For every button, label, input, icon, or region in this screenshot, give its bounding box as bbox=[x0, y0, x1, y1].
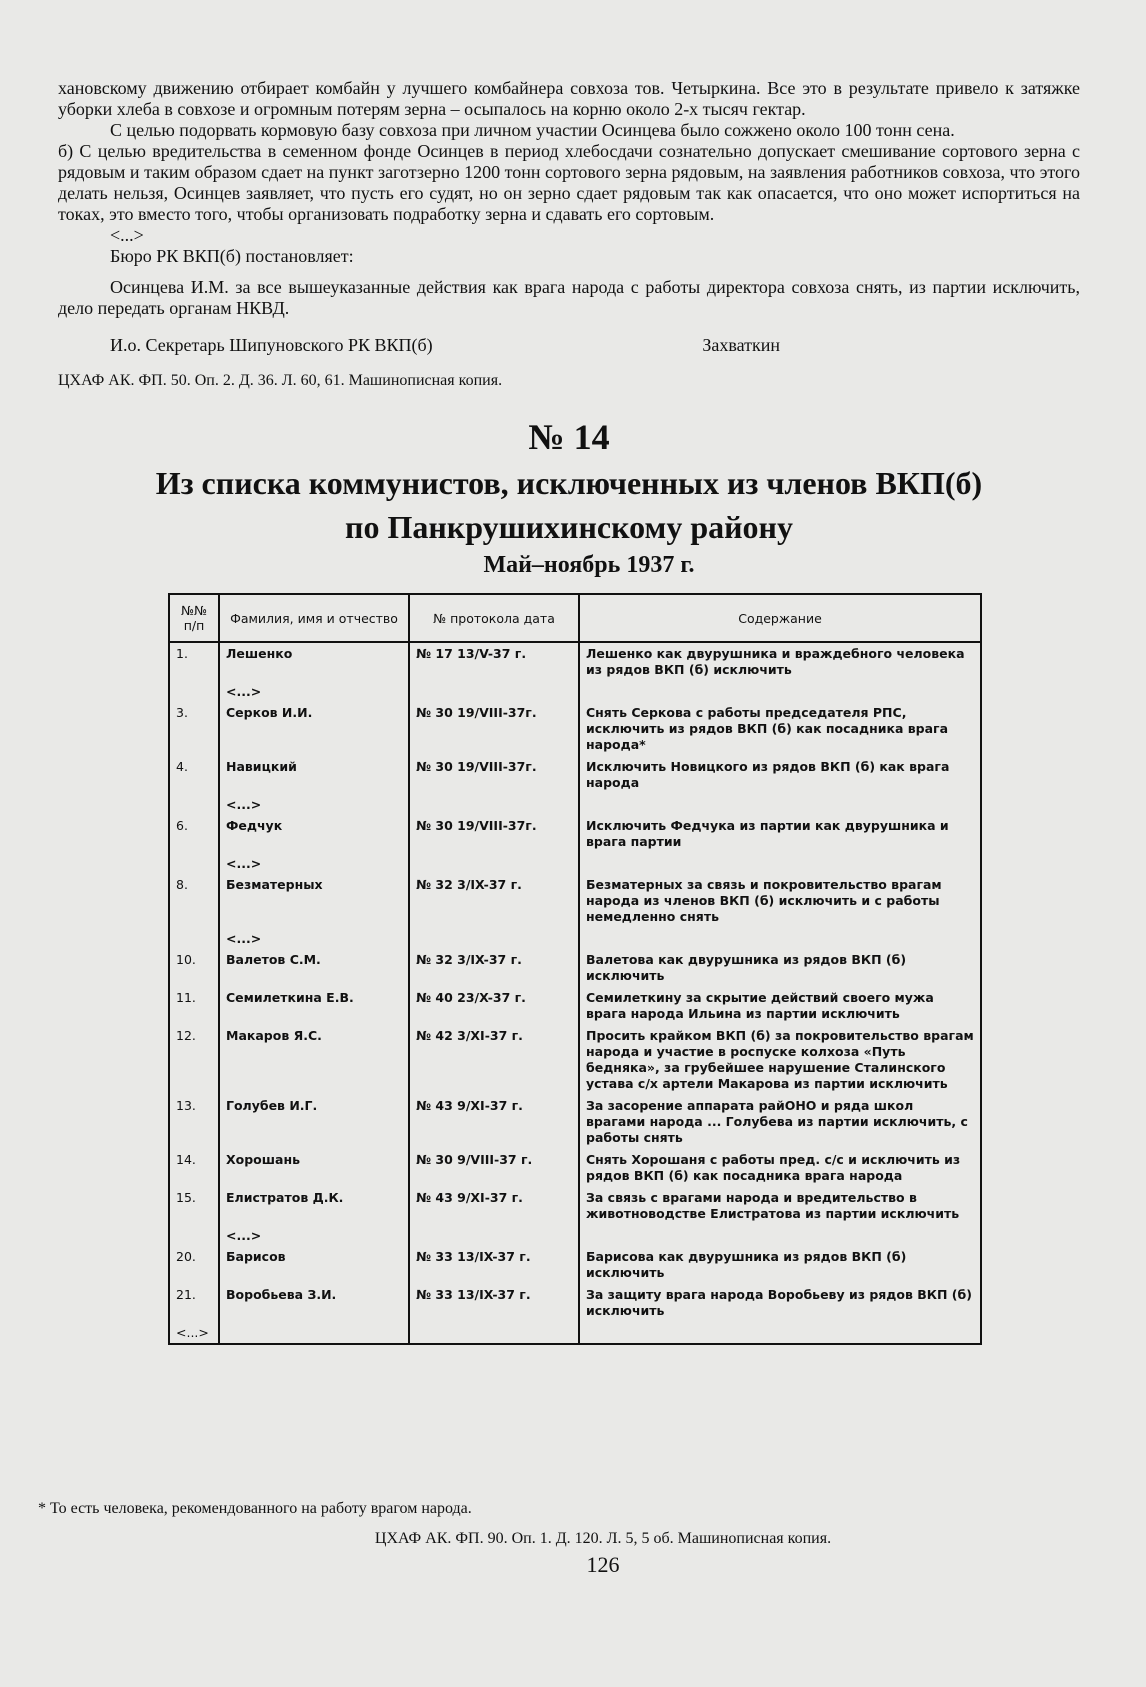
cell-content: Семилеткину за скрытие действий своего мужа врага народа Ильина из партии исключить bbox=[579, 987, 981, 1025]
cell-content bbox=[579, 681, 981, 702]
cell-content bbox=[579, 1322, 981, 1344]
cell-number bbox=[169, 794, 219, 815]
cell-content: Валетова как двурушника из рядов ВКП (б) исключить bbox=[579, 949, 981, 987]
cell-protocol: № 30 19/VIII-37г. bbox=[409, 756, 579, 794]
cell-protocol bbox=[409, 681, 579, 702]
table-header-row bbox=[169, 594, 981, 642]
table-row bbox=[169, 642, 981, 681]
cell-number: 8. bbox=[169, 874, 219, 928]
cell-content: Снять Хорошаня с работы пред. с/с и исключить из рядов ВКП (б) как посадника врага народа bbox=[579, 1149, 981, 1187]
document-date: Май–ноябрь 1937 г. bbox=[483, 552, 695, 578]
cell-protocol bbox=[409, 853, 579, 874]
cell-name: <...> bbox=[219, 928, 409, 949]
header-content: Содержание bbox=[579, 594, 981, 642]
cell-protocol: № 43 9/XI-37 г. bbox=[409, 1187, 579, 1225]
cell-protocol bbox=[409, 794, 579, 815]
table-body bbox=[169, 642, 981, 1344]
cell-content: За связь с врагами народа и вредительство в животноводстве Елистратова из партии исключить bbox=[579, 1187, 981, 1225]
cell-name bbox=[219, 1322, 409, 1344]
cell-content bbox=[579, 928, 981, 949]
table-row bbox=[169, 874, 981, 928]
cell-content bbox=[579, 853, 981, 874]
table-row bbox=[169, 1284, 981, 1322]
header-protocol: № протокола дата bbox=[409, 594, 579, 642]
table-row bbox=[169, 681, 981, 702]
cell-protocol: № 32 3/IX-37 г. bbox=[409, 949, 579, 987]
cell-name: Голубев И.Г. bbox=[219, 1095, 409, 1149]
paragraph-2: С целью подорвать кормовую базу совхоза при личном участии Осинцева было сожжено около 100 тонн сена. bbox=[110, 120, 955, 140]
cell-protocol: № 40 23/X-37 г. bbox=[409, 987, 579, 1025]
cell-name: Воробьева З.И. bbox=[219, 1284, 409, 1322]
cell-protocol: № 32 3/IX-37 г. bbox=[409, 874, 579, 928]
table-row bbox=[169, 702, 981, 756]
header-number: №№ п/п bbox=[169, 594, 219, 642]
table-row bbox=[169, 1322, 981, 1344]
cell-number: 1. bbox=[169, 642, 219, 681]
signature-line bbox=[110, 335, 1080, 356]
table-row bbox=[169, 987, 981, 1025]
cell-number: <...> bbox=[169, 1322, 219, 1344]
cell-name: <...> bbox=[219, 853, 409, 874]
cell-protocol: № 30 19/VIII-37г. bbox=[409, 702, 579, 756]
paragraph-3: б) С целью вредительства в семенном фонде Осинцев в период хлебосдачи сознательно допускает смешивание сортового зерна с рядовым и таким образом сдает на пункт заготзерно 1200 тонн сортового зерна рядовым, на заявления работников совхоза, что этого делать нельзя, Осинцев заявляет, что пусть его судят, но он зерно сдает рядовым так как опасается, что оно может испортиться на токах, это вместо того, чтобы организовать подработку зерна и сдавать его сортовым. bbox=[58, 141, 1080, 224]
cell-name: Семилеткина Е.В. bbox=[219, 987, 409, 1025]
cell-number: 12. bbox=[169, 1025, 219, 1095]
cell-name: Серков И.И. bbox=[219, 702, 409, 756]
document-title-line-2: по Панкрушихинскому району bbox=[345, 509, 793, 545]
cell-number bbox=[169, 928, 219, 949]
cell-protocol bbox=[409, 928, 579, 949]
archive-reference-2: ЦХАФ АК. ФП. 90. Оп. 1. Д. 120. Л. 5, 5 об. Машинописная копия. bbox=[374, 1530, 832, 1547]
cell-name: Лешенко bbox=[219, 642, 409, 681]
cell-content: Лешенко как двурушника и враждебного человека из рядов ВКП (б) исключить bbox=[579, 642, 981, 681]
cell-name: Хорошань bbox=[219, 1149, 409, 1187]
cell-number bbox=[169, 853, 219, 874]
cell-protocol bbox=[409, 1225, 579, 1246]
table-row bbox=[169, 949, 981, 987]
cell-name: Безматерных bbox=[219, 874, 409, 928]
cell-number: 3. bbox=[169, 702, 219, 756]
paragraph-1: хановскому движению отбирает комбайн у лучшего комбайнера совхоза тов. Четыркина. Все это в результате привело к затяжке уборки хлеба в совхозе и огромным потерям зерна – осыпалось на корню около 2-х тысяч гектар. bbox=[58, 78, 1080, 119]
cell-name: Барисов bbox=[219, 1246, 409, 1284]
table-row bbox=[169, 853, 981, 874]
cell-content: Просить крайком ВКП (б) за покровительство врагам народа и участие в роспуске колхоза «Путь бедняка», за грубейшее нарушение Сталинского устава с/х артели Макарова из партии исключить bbox=[579, 1025, 981, 1095]
expelled-communists-table bbox=[168, 593, 982, 1345]
archive-reference-1: ЦХАФ АК. ФП. 50. Оп. 2. Д. 36. Л. 60, 61. Машинописная копия. bbox=[58, 372, 503, 389]
footnote: * То есть человека, рекомендованного на работу врагом народа. bbox=[38, 1500, 472, 1517]
signature-title: И.о. Секретарь Шипуновского РК ВКП(б) bbox=[110, 335, 433, 355]
table-row bbox=[169, 815, 981, 853]
cell-number: 6. bbox=[169, 815, 219, 853]
cell-number: 21. bbox=[169, 1284, 219, 1322]
cell-content: Снять Серкова с работы председателя РПС, исключить из рядов ВКП (б) как посадника врага народа* bbox=[579, 702, 981, 756]
cell-protocol: № 43 9/XI-37 г. bbox=[409, 1095, 579, 1149]
signature-name: Захваткин bbox=[702, 335, 780, 355]
cell-content: Исключить Федчука из партии как двурушника и врага партии bbox=[579, 815, 981, 853]
document-title-line-1: Из списка коммунистов, исключенных из членов ВКП(б) bbox=[155, 465, 983, 501]
cell-name: Навицкий bbox=[219, 756, 409, 794]
cell-number: 10. bbox=[169, 949, 219, 987]
cell-protocol: № 33 13/IX-37 г. bbox=[409, 1246, 579, 1284]
cell-name: <...> bbox=[219, 681, 409, 702]
cell-content: За защиту врага народа Воробьеву из рядов ВКП (б) исключить bbox=[579, 1284, 981, 1322]
table-row bbox=[169, 1246, 981, 1284]
cell-protocol: № 33 13/IX-37 г. bbox=[409, 1284, 579, 1322]
cell-content: Исключить Новицкого из рядов ВКП (б) как врага народа bbox=[579, 756, 981, 794]
table-row bbox=[169, 1095, 981, 1149]
cell-protocol: № 42 3/XI-37 г. bbox=[409, 1025, 579, 1095]
cell-name: Елистратов Д.К. bbox=[219, 1187, 409, 1225]
table-row bbox=[169, 1225, 981, 1246]
cell-number bbox=[169, 1225, 219, 1246]
cell-number bbox=[169, 681, 219, 702]
table-row bbox=[169, 1149, 981, 1187]
cell-number: 13. bbox=[169, 1095, 219, 1149]
cell-protocol: № 30 19/VIII-37г. bbox=[409, 815, 579, 853]
header-name: Фамилия, имя и отчество bbox=[219, 594, 409, 642]
table-row bbox=[169, 794, 981, 815]
document-number: № 14 bbox=[528, 417, 610, 457]
table-row bbox=[169, 928, 981, 949]
cell-protocol: № 17 13/V-37 г. bbox=[409, 642, 579, 681]
cell-name: <...> bbox=[219, 794, 409, 815]
table-row bbox=[169, 1187, 981, 1225]
cell-number: 20. bbox=[169, 1246, 219, 1284]
cell-protocol: № 30 9/VIII-37 г. bbox=[409, 1149, 579, 1187]
cell-protocol bbox=[409, 1322, 579, 1344]
paragraph-5: Осинцева И.М. за все вышеуказанные действия как врага народа с работы директора совхоза снять, из партии исключить, дело передать органам НКВД. bbox=[58, 277, 1080, 318]
page-number: 126 bbox=[586, 1552, 620, 1577]
cell-name: <...> bbox=[219, 1225, 409, 1246]
cell-content: Барисова как двурушника из рядов ВКП (б) исключить bbox=[579, 1246, 981, 1284]
cell-content bbox=[579, 794, 981, 815]
cell-name: Макаров Я.С. bbox=[219, 1025, 409, 1095]
cell-name: Валетов С.М. bbox=[219, 949, 409, 987]
cell-number: 11. bbox=[169, 987, 219, 1025]
cell-content: Безматерных за связь и покровительство врагам народа из членов ВКП (б) исключить и с работы немедленно снять bbox=[579, 874, 981, 928]
table-row bbox=[169, 1025, 981, 1095]
table-row bbox=[169, 756, 981, 794]
cell-content: За засорение аппарата райОНО и ряда школ врагами народа ... Голубева из партии исключить, с работы снять bbox=[579, 1095, 981, 1149]
paragraph-4: Бюро РК ВКП(б) постановляет: bbox=[110, 246, 354, 266]
cell-number: 15. bbox=[169, 1187, 219, 1225]
cell-name: Федчук bbox=[219, 815, 409, 853]
cell-number: 14. bbox=[169, 1149, 219, 1187]
cell-content bbox=[579, 1225, 981, 1246]
ellipsis-1: <...> bbox=[110, 225, 144, 245]
cell-number: 4. bbox=[169, 756, 219, 794]
